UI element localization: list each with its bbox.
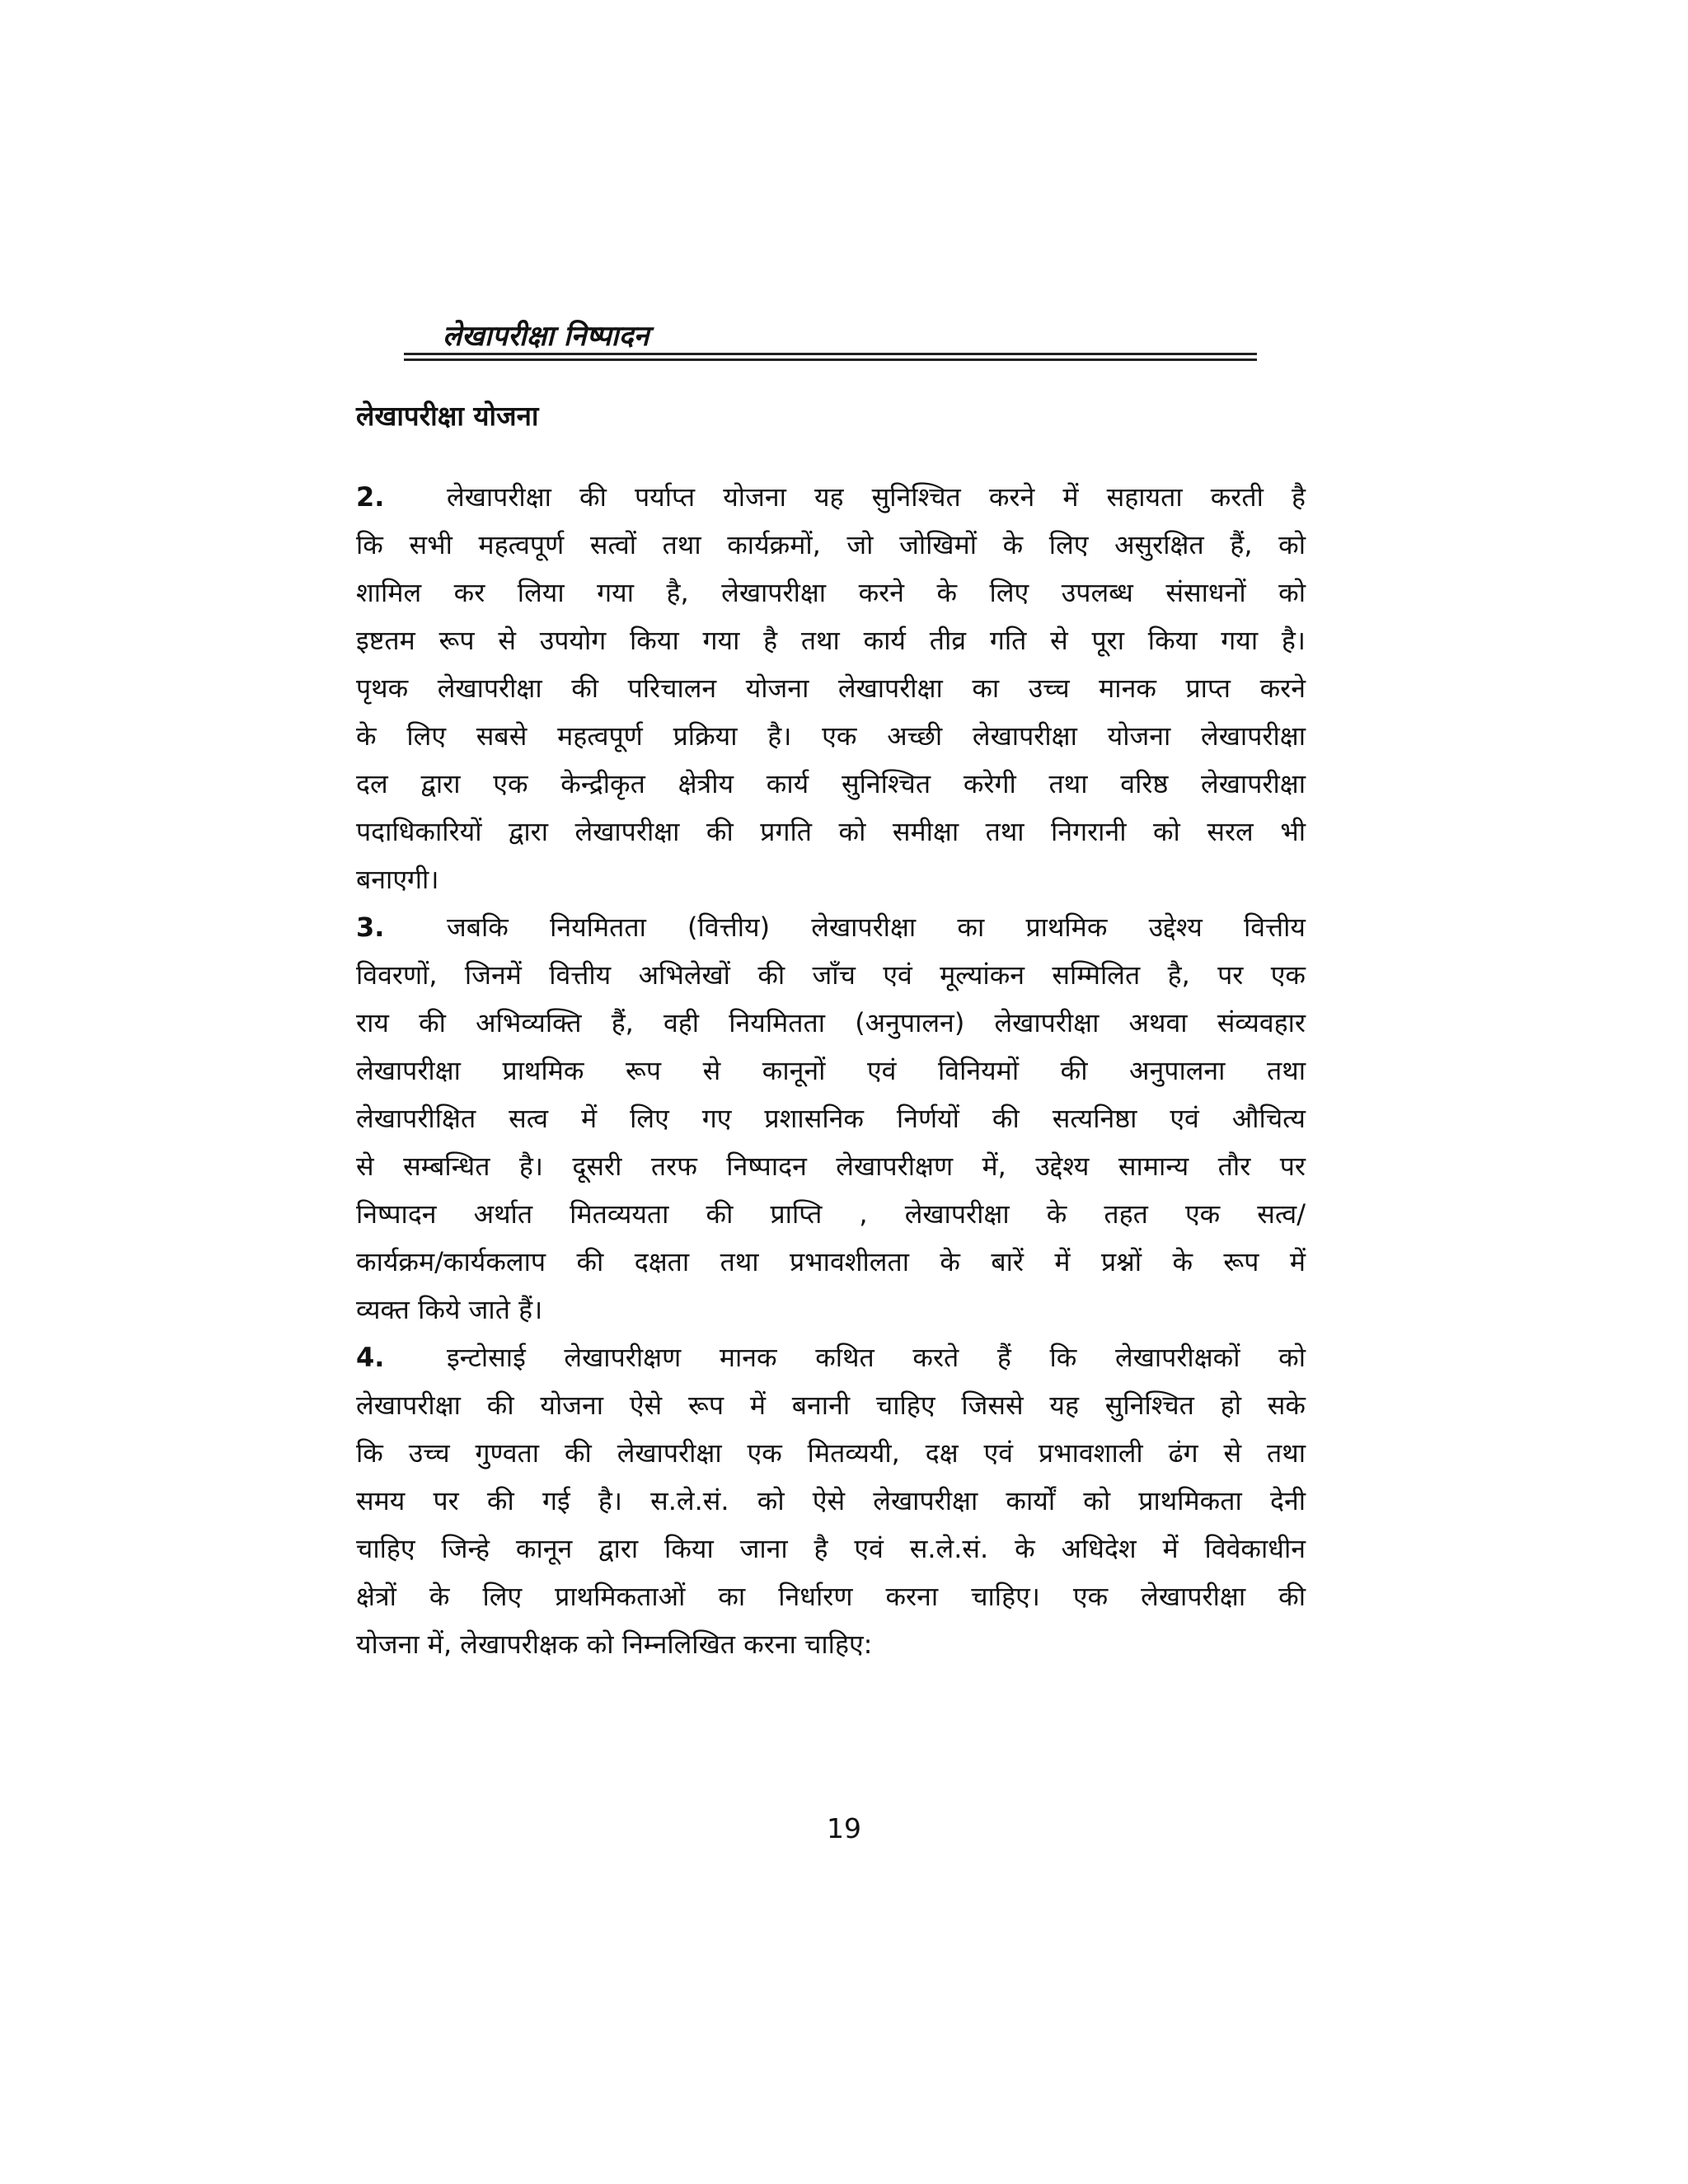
running-header-title: लेखापरीक्षा निष्पादन	[443, 320, 649, 353]
paragraph-number: 3.	[356, 912, 385, 943]
paragraph-3-line-6: से सम्बन्धित है। दूसरी तरफ निष्पादन लेखापरीक्षण में, उद्देश्य सामान्य तौर पर	[356, 1151, 1306, 1182]
paragraph-number: 2.	[356, 481, 385, 513]
paragraph-4-line-1: 4. इन्टोसाई लेखापरीक्षण मानक कथित करते हैं कि लेखापरीक्षकों को	[356, 1334, 1306, 1380]
paragraph-3-line-4: लेखापरीक्षा प्राथमिक रूप से कानूनों एवं विनियमों की अनुपालना तथा	[356, 1055, 1306, 1086]
paragraph-2-line-1: 2. लेखापरीक्षा की पर्याप्त योजना यह सुनिश्चित करने में सहायता करती है	[356, 474, 1306, 520]
paragraph-4-line-3: कि उच्च गुण्वता की लेखापरीक्षा एक मितव्ययी, दक्ष एवं प्रभावशाली ढंग से तथा	[356, 1437, 1306, 1469]
paragraph-3-line-3: राय की अभिव्यक्ति हैं, वही नियमितता (अनुपालन) लेखापरीक्षा अथवा संव्यवहार	[356, 1007, 1306, 1038]
paragraph-3-line-5: लेखापरीक्षित सत्व में लिए गए प्रशासनिक निर्णयों की सत्यनिष्ठा एवं औचित्य	[356, 1103, 1306, 1134]
paragraph-4-line-6: क्षेत्रों के लिए प्राथमिकताओं का निर्धारण करना चाहिए। एक लेखापरीक्षा की	[356, 1581, 1306, 1612]
paragraph-2-line-8: पदाधिकारियों द्वारा लेखापरीक्षा की प्रगति को समीक्षा तथा निगरानी को सरल भी	[356, 816, 1306, 847]
paragraph-3-line-1: 3. जबकि नियमितता (वित्तीय) लेखापरीक्षा का प्राथमिक उद्देश्य वित्तीय	[356, 904, 1306, 950]
paragraph-2-line-4: इष्टतम रूप से उपयोग किया गया है तथा कार्य तीव्र गति से पूरा किया गया है।	[356, 625, 1306, 656]
header-double-rule	[404, 353, 1257, 361]
paragraph-2-line-9: बनाएगी।	[356, 864, 439, 895]
paragraph-2-line-7: दल द्वारा एक केन्द्रीकृत क्षेत्रीय कार्य सुनिश्चित करेगी तथा वरिष्ठ लेखापरीक्षा	[356, 768, 1306, 799]
section-heading: लेखापरीक्षा योजना	[356, 400, 539, 432]
paragraph-3-line-2: विवरणों, जिनमें वित्तीय अभिलेखों की जाँच एवं मूल्यांकन सम्मिलित है, पर एक	[356, 959, 1306, 991]
paragraph-4-line-4: समय पर की गई है। स.ले.सं. को ऐसे लेखापरीक्षा कार्यों को प्राथमिकता देनी	[356, 1485, 1306, 1516]
paragraph-3-line-7: निष्पादन अर्थात मितव्ययता की प्राप्ति , लेखापरीक्षा के तहत एक सत्व/	[356, 1198, 1306, 1230]
paragraph-2-line-6: के लिए सबसे महत्वपूर्ण प्रक्रिया है। एक अच्छी लेखापरीक्षा योजना लेखापरीक्षा	[356, 720, 1306, 752]
page-number: 19	[827, 1812, 861, 1844]
paragraph-4-line-2: लेखापरीक्षा की योजना ऐसे रूप में बनानी चाहिए जिससे यह सुनिश्चित हो सके	[356, 1390, 1306, 1421]
paragraph-2-line-2: कि सभी महत्वपूर्ण सत्वों तथा कार्यक्रमों, जो जोखिमों के लिए असुरक्षित हैं, को	[356, 529, 1306, 560]
paragraph-4-line-7: योजना में, लेखापरीक्षक को निम्नलिखित करना चाहिए:	[356, 1629, 873, 1660]
paragraph-number: 4.	[356, 1342, 385, 1373]
paragraph-3-line-9: व्यक्त किये जाते हैं।	[356, 1294, 543, 1325]
paragraph-3-line-8: कार्यक्रम/कार्यकलाप की दक्षता तथा प्रभावशीलता के बारें में प्रश्नों के रूप में	[356, 1246, 1306, 1277]
paragraph-4-line-5: चाहिए जिन्हे कानून द्वारा किया जाना है एवं स.ले.सं. के अधिदेश में विवेकाधीन	[356, 1533, 1306, 1564]
paragraph-2-line-3: शामिल कर लिया गया है, लेखापरीक्षा करने के लिए उपलब्ध संसाधनों को	[356, 577, 1306, 608]
paragraph-2-line-5: पृथक लेखापरीक्षा की परिचालन योजना लेखापरीक्षा का उच्च मानक प्राप्त करने	[356, 673, 1306, 704]
